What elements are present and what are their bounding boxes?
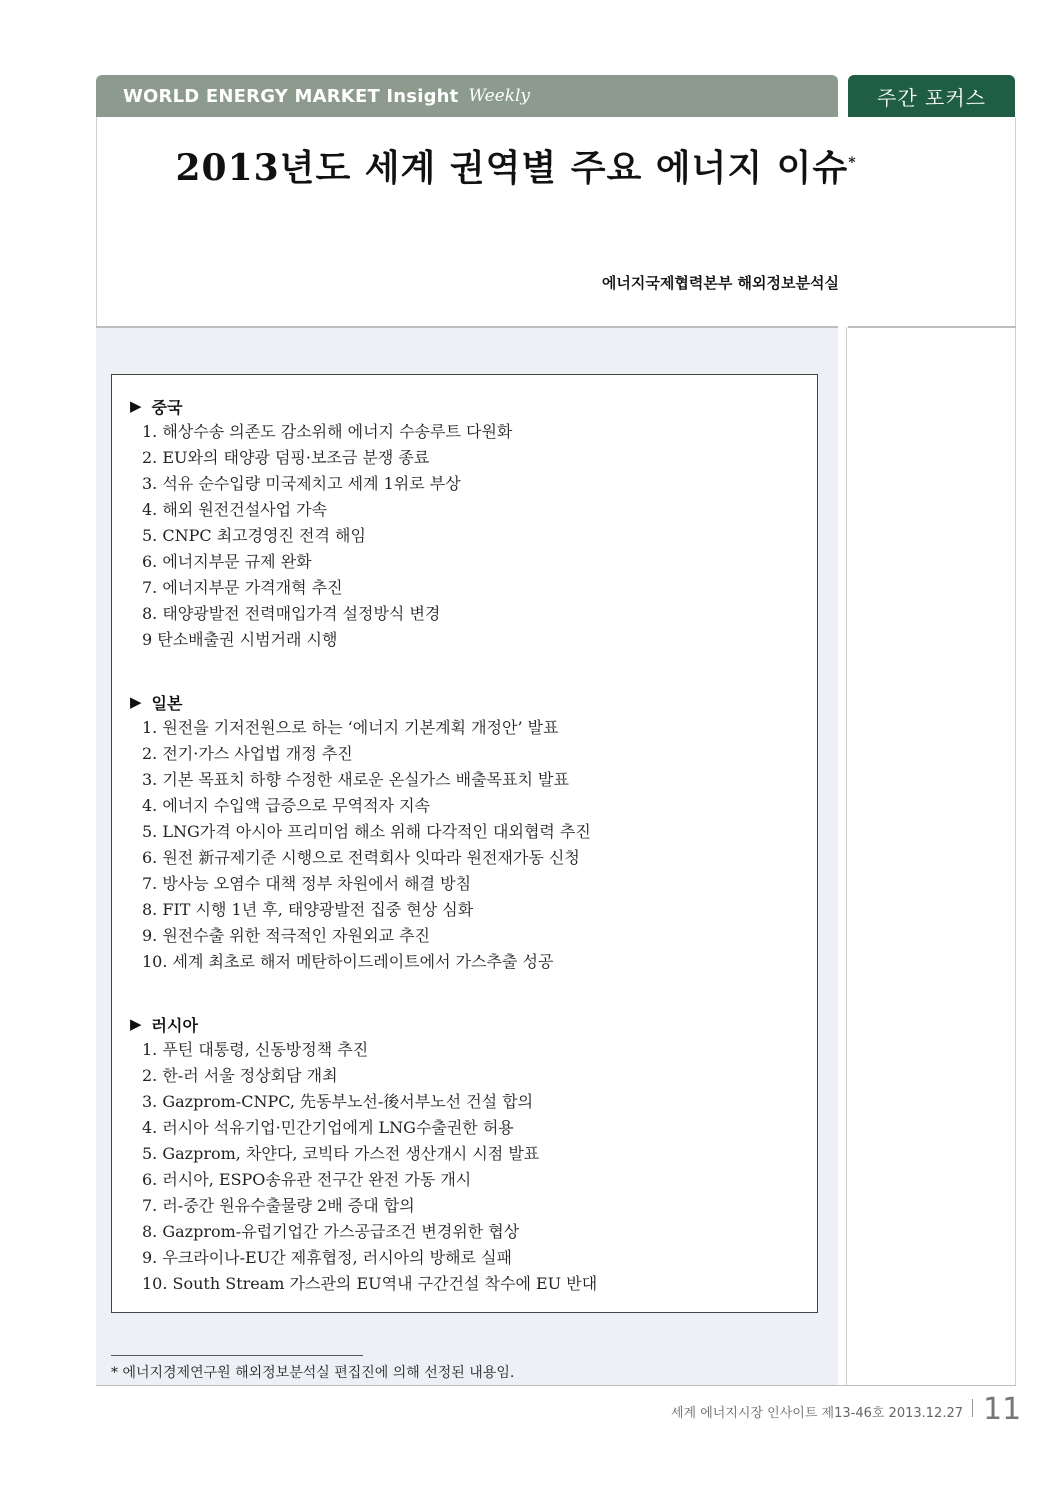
publication-weekly-label: Weekly (468, 86, 531, 106)
list-item: 8. FIT 시행 1년 후, 태양광발전 집중 현상 심화 (142, 900, 474, 919)
list-item: 6. 러시아, ESPO송유관 전구간 완전 가동 개시 (142, 1170, 472, 1189)
list-item: 5. CNPC 최고경영진 전격 해임 (142, 526, 366, 545)
section-heading-label: 일본 (151, 693, 183, 713)
footer-rule (96, 1385, 1016, 1386)
list-item: 7. 에너지부문 가격개혁 추진 (142, 578, 343, 597)
list-item: 3. Gazprom-CNPC, 先동부노선-後서부노선 건설 합의 (142, 1092, 534, 1111)
author-department: 에너지국제협력본부 해외정보분석실 (601, 274, 839, 292)
list-item: 2. EU와의 태양광 덤핑·보조금 분쟁 종료 (142, 448, 430, 467)
footnote: * 에너지경제연구원 해외정보분석실 편집진에 의해 선정된 내용임. (111, 1365, 515, 1381)
page-title (96, 140, 936, 191)
list-item: 2. 전기·가스 사업법 개정 추진 (142, 744, 353, 763)
list-item: 7. 방사능 오염수 대책 정부 차원에서 해결 방침 (142, 874, 472, 893)
list-item: 1. 원전을 기저전원으로 하는 ‘에너지 기본계획 개정안’ 발표 (142, 718, 559, 737)
list-item: 6. 에너지부문 규제 완화 (142, 552, 312, 571)
title-rule-right (848, 326, 1016, 328)
list-item: 10. 세계 최초로 해저 메탄하이드레이트에서 가스추출 성공 (142, 952, 554, 971)
list-item: 9. 원전수출 위한 적극적인 자원외교 추진 (142, 926, 430, 945)
list-item: 4. 에너지 수입액 급증으로 무역적자 지속 (142, 796, 430, 815)
list-item: 3. 기본 목표치 하향 수정한 새로운 온실가스 배출목표치 발표 (142, 770, 569, 789)
issues-box (111, 374, 818, 1313)
section-heading-label: 중국 (151, 397, 183, 417)
frame-right-border (1015, 117, 1016, 1385)
list-item: 4. 해외 원전건설사업 가속 (142, 500, 328, 519)
list-item: 10. South Stream 가스관의 EU역내 구간건설 착수에 EU 반대 (142, 1274, 598, 1293)
section-tab-weekly-focus: 주간 포커스 (848, 75, 1015, 117)
footer-separator (972, 1399, 973, 1417)
list-item: 6. 원전 新규제기준 시행으로 전력회사 잇따라 원전재가동 신청 (142, 848, 580, 867)
list-item: 1. 해상수송 의존도 감소위해 에너지 수송루트 다원화 (142, 422, 513, 441)
list-item: 2. 한-러 서울 정상회담 개최 (142, 1066, 338, 1085)
section-russia (130, 1011, 597, 1297)
list-item: 5. Gazprom, 차얀다, 코빅타 가스전 생산개시 시점 발표 (142, 1144, 540, 1163)
footer-publication-info: 세계 에너지시장 인사이트 제13-46호 2013.12.27 (671, 1406, 963, 1421)
list-item: 7. 러-중간 원유수출물량 2배 증대 합의 (142, 1196, 415, 1215)
section-heading-label: 러시아 (151, 1015, 198, 1035)
list-item: 3. 석유 순수입량 미국제치고 세계 1위로 부상 (142, 474, 461, 493)
page-title-text: 2013년도 세계 권역별 주요 에너지 이슈 (175, 147, 849, 189)
triangle-bullet-icon: ▶ (130, 693, 142, 711)
title-footnote-mark: * (848, 155, 857, 171)
section-heading (130, 1011, 597, 1037)
list-item: 8. 태양광발전 전력매입가격 설정방식 변경 (142, 604, 441, 623)
section-japan (130, 689, 591, 975)
section-heading (130, 689, 591, 715)
list-item: 8. Gazprom-유럽기업간 가스공급조건 변경위한 협상 (142, 1222, 520, 1241)
publication-header-bar (96, 75, 838, 117)
list-item: 9. 우크라이나-EU간 제휴협정, 러시아의 방해로 실패 (142, 1248, 513, 1267)
list-item: 9 탄소배출권 시범거래 시행 (142, 630, 338, 649)
section-china (130, 393, 512, 653)
list-item: 4. 러시아 석유기업·민간기업에게 LNG수출권한 허용 (142, 1118, 514, 1137)
triangle-bullet-icon: ▶ (130, 1015, 142, 1033)
publication-brand: WORLD ENERGY MARKET Insight (123, 85, 459, 107)
list-item: 5. LNG가격 아시아 프리미엄 해소 위해 다각적인 대외협력 추진 (142, 822, 591, 841)
page-number: 11 (983, 1392, 1022, 1427)
list-item: 1. 푸틴 대통령, 신동방정책 추진 (142, 1040, 369, 1059)
footnote-rule (111, 1355, 363, 1356)
section-heading (130, 393, 512, 419)
triangle-bullet-icon: ▶ (130, 397, 142, 415)
frame-column-divider (846, 327, 847, 1385)
